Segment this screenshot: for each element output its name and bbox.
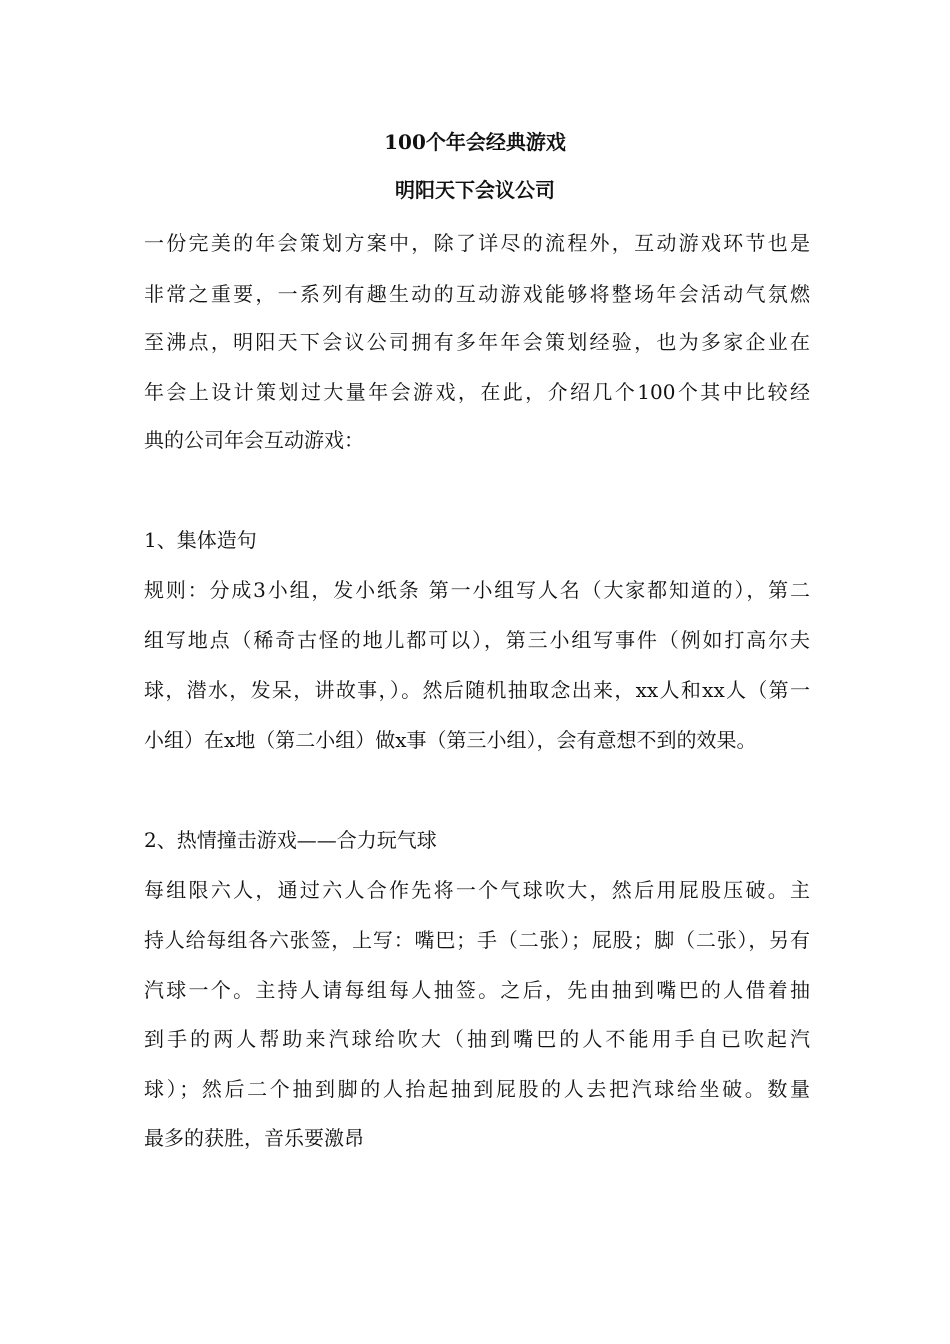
section-heading: 1、集体造句 (144, 528, 257, 552)
section-heading: 2、热情撞击游戏——合力玩气球 (144, 828, 437, 852)
section-line: 小组）在x地（第二小组）做x事（第三小组），会有意想不到的效果。 (144, 728, 757, 752)
section-line: 最多的获胜，音乐要激昂 (144, 1126, 364, 1150)
intro-line: 至沸点，明阳天下会议公司拥有多年年会策划经验，也为多家企业在 (144, 330, 810, 354)
intro-line: 典的公司年会互动游戏： (144, 428, 364, 452)
section-line: 持人给每组各六张签，上写：嘴巴；手（二张）；屁股；脚（二张），另有 (144, 928, 810, 952)
intro-line: 非常之重要，一系列有趣生动的互动游戏能够将整场年会活动气氛燃 (144, 282, 810, 306)
document-subtitle: 明阳天下会议公司 (395, 178, 555, 202)
section-line: 到手的两人帮助来汽球给吹大（抽到嘴巴的人不能用手自已吹起汽 (144, 1027, 810, 1051)
section-line: 汽球一个。主持人请每组每人抽签。之后，先由抽到嘴巴的人借着抽 (144, 978, 810, 1002)
section-line: 球）；然后二个抽到脚的人抬起抽到屁股的人去把汽球给坐破。数量 (144, 1077, 810, 1101)
section-line: 组写地点（稀奇古怪的地儿都可以），第三小组写事件（例如打高尔夫 (144, 628, 810, 652)
intro-line: 年会上设计策划过大量年会游戏，在此，介绍几个100个其中比较经 (144, 380, 810, 404)
document-title: 100个年会经典游戏 (384, 130, 566, 154)
intro-line: 一份完美的年会策划方案中，除了详尽的流程外，互动游戏环节也是 (144, 231, 810, 255)
section-line: 球，潜水，发呆，讲故事，）。然后随机抽取念出来，xx人和xx人（第一 (144, 678, 810, 702)
section-line: 规则：分成3小组，发小纸条 第一小组写人名（大家都知道的），第二 (144, 578, 810, 602)
section-line: 每组限六人，通过六人合作先将一个气球吹大，然后用屁股压破。主 (144, 878, 810, 902)
